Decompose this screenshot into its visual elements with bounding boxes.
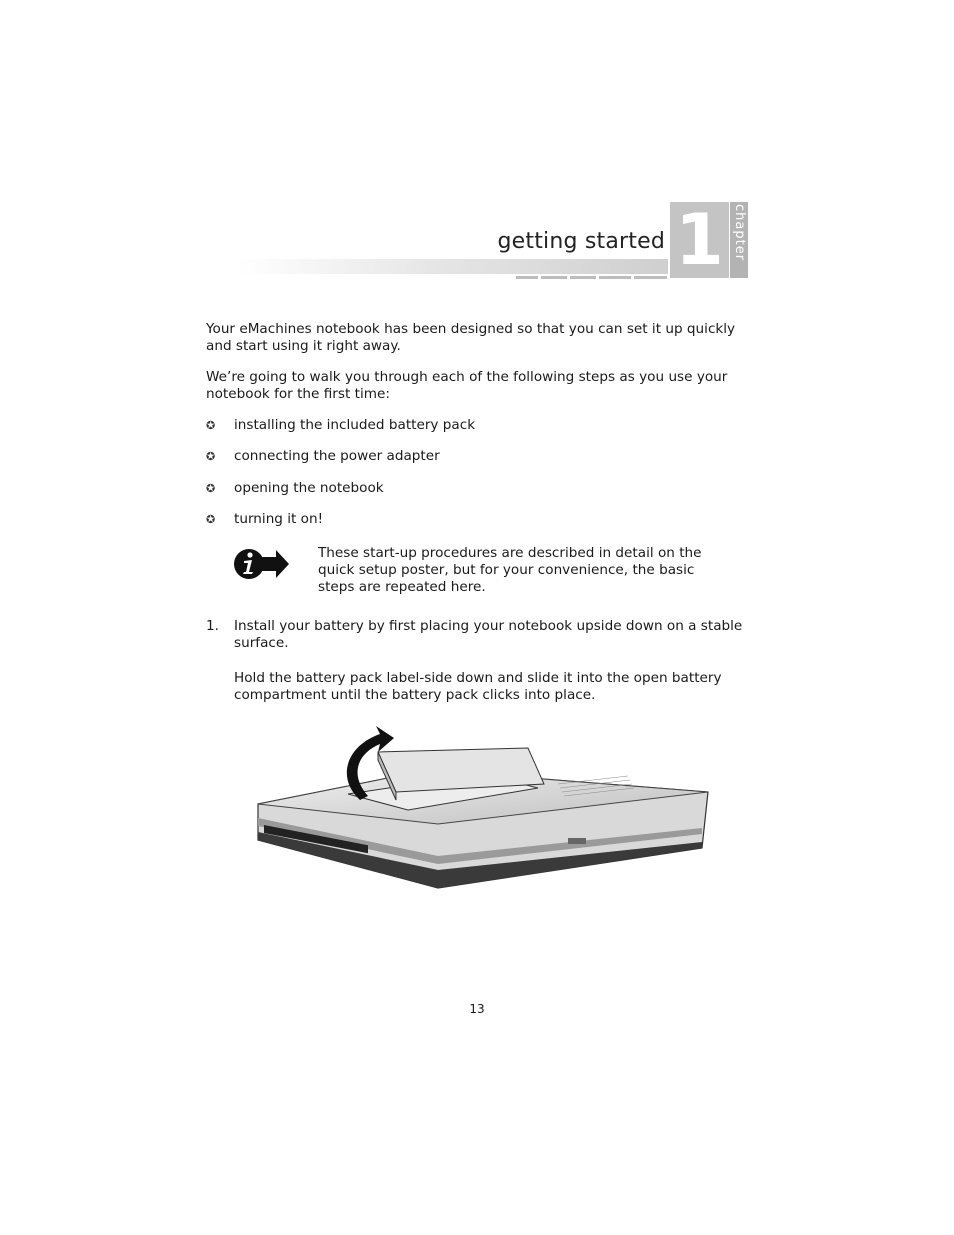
bullet-icon: ✪ — [206, 513, 216, 526]
chapter-title: getting started — [497, 229, 665, 254]
intro-paragraph: We’re going to walk you through each of the following steps as you use your notebook for the first time: — [206, 369, 728, 402]
info-arrow-icon — [232, 546, 290, 582]
bullet-icon: ✪ — [206, 450, 216, 463]
chapter-word-tab — [730, 202, 748, 278]
list-item-text: opening the notebook — [234, 480, 384, 496]
intro-paragraph: Your eMachines notebook has been designed so that you can set it up quickly and start using it right away. — [206, 321, 736, 354]
header-segment — [541, 276, 567, 279]
list-item-text: turning it on! — [234, 511, 324, 527]
list-item — [206, 448, 440, 465]
header-segment — [634, 276, 667, 279]
header-gradient-rule — [238, 259, 668, 274]
list-item — [206, 417, 475, 434]
step-number: 1. — [206, 618, 219, 634]
bullet-icon: ✪ — [206, 482, 216, 495]
bullet-icon: ✪ — [206, 419, 216, 432]
notebook-battery-install-illustration — [238, 722, 714, 902]
header-segment — [516, 276, 538, 279]
list-item — [206, 480, 384, 497]
list-item — [206, 511, 323, 528]
header-segment — [570, 276, 596, 279]
chapter-number: 1 — [675, 199, 724, 281]
chapter-word: chapter — [732, 204, 747, 262]
step-text: Install your battery by first placing your notebook upside down on a stable surface. — [234, 618, 743, 651]
header-segment — [599, 276, 631, 279]
note-text: These start-up procedures are described in detail on the quick setup poster, but for your convenience, the basic steps are repeated here. — [318, 545, 702, 595]
list-item-text: connecting the power adapter — [234, 448, 440, 464]
list-item-text: installing the included battery pack — [234, 417, 476, 433]
page-number: 13 — [469, 1002, 485, 1016]
step-text: Hold the battery pack label-side down and slide it into the open battery compartment until the battery pack clicks into place. — [234, 670, 722, 703]
